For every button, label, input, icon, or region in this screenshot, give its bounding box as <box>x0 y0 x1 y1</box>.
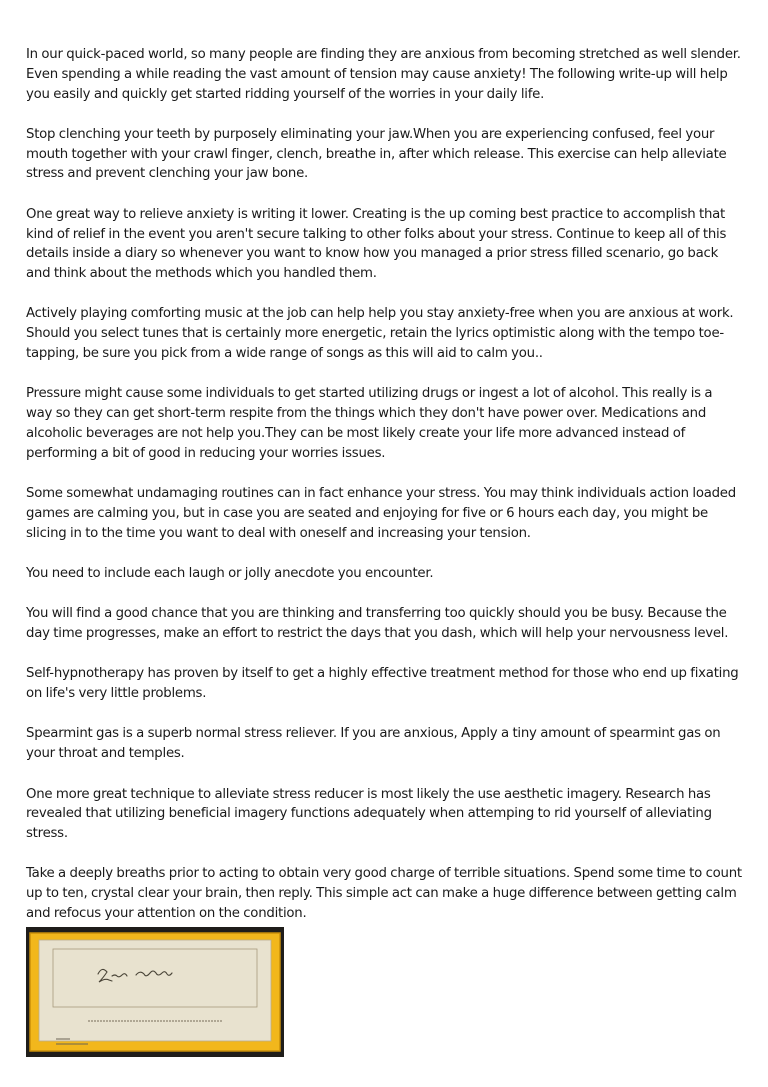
vintage-card-image <box>26 927 284 1057</box>
paragraph-5: Pressure might cause some individuals to get started utilizing drugs or ingest a lot of alcohol. This really is a way so they can get short-term respite from the things which they don't have power over. Medications and alcoholic beverages are not help you.They can be most likely create your life more advanced instead of performing a bit of good in reducing your worries issues. <box>26 386 713 461</box>
paragraph-3: One great way to relieve anxiety is writing it lower. Creating is the up coming best practice to accomplish that kind of relief in the event you aren't secure talking to other folks about your stress. Continue to keep all of this details inside a diary so whenever you want to know how you managed a prior stress filled scenario, go back and think about the methods which you handled them. <box>26 206 727 282</box>
vintage-card-photo-icon <box>26 927 284 1057</box>
paragraph-9: Self-hypnotherapy has proven by itself to get a highly effective treatment method for those who end up fixating on life's very little problems. <box>26 666 739 702</box>
paragraph-4: Actively playing comforting music at the job can help help you stay anxiety-free when you are anxious at work. Should you select tunes that is certainly more energetic, retain the lyrics optimistic along with the tempo toe-tapping, be sure you pick from a wide range of songs as this will aid to calm you.. <box>26 306 734 362</box>
paragraph-7: You need to include each laugh or jolly anecdote you encounter. <box>26 565 434 581</box>
paragraph-1: In our quick-paced world, so many people are finding they are anxious from becoming stretched as well slender. Even spending a while reading the vast amount of tension may cause anxiety! The following write-up will help you easily and quickly get started ridding yourself of the worries in your daily life. <box>26 47 741 102</box>
paragraph-12: Take a deeply breaths prior to acting to obtain very good charge of terrible situations. Spend some time to count up to ten, crystal clear your brain, then reply. This simple act can make a huge difference between getting calm and refocus your attention on the condition. <box>26 866 742 921</box>
article-body <box>26 45 742 944</box>
paragraph-2: Stop clenching your teeth by purposely eliminating your jaw.When you are experiencing confused, feel your mouth together with your crawl finger, clench, breathe in, after which release. This exercise can help alleviate stress and prevent clenching your jaw bone. <box>26 126 727 182</box>
paragraph-8: You will find a good chance that you are thinking and transferring too quickly should you be busy. Because the day time progresses, make an effort to restrict the days that you dash, which will help your nervousness level. <box>26 606 729 642</box>
cream-card <box>39 940 271 1041</box>
paragraph-6: Some somewhat undamaging routines can in fact enhance your stress. You may think individuals action loaded games are calming you, but in case you are seated and enjoying for five or 6 hours each day, you might be slicing in to the time you want to deal with oneself and increasing your tension. <box>26 486 736 541</box>
paragraph-10: Spearmint gas is a superb normal stress reliever. If you are anxious, Apply a tiny amount of spearmint gas on your throat and temples. <box>26 726 721 762</box>
paragraph-11: One more great technique to alleviate stress reducer is most likely the use aesthetic imagery. Research has revealed that utilizing beneficial imagery functions adequately when attemping to rid yourself of alleviating stress. <box>26 786 712 842</box>
